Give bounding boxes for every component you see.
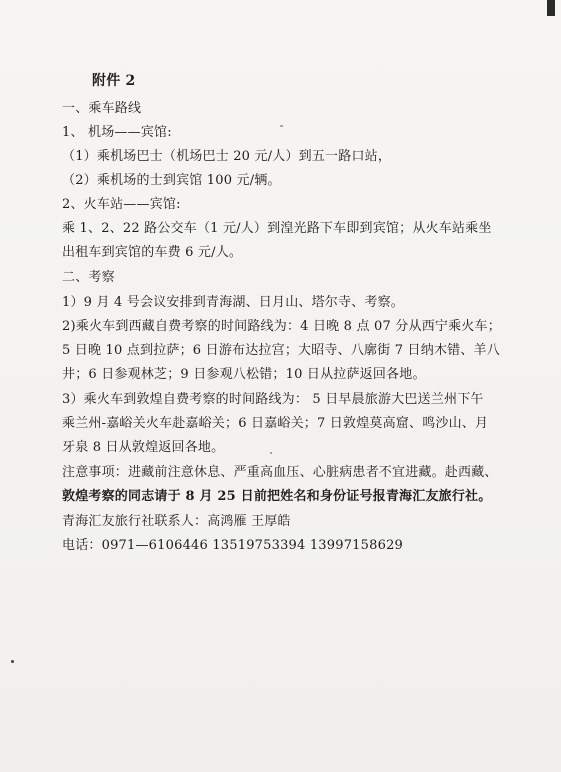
inspect-item-3b: 乘兰州-嘉峪关火车赴嘉峪关；6 日嘉峪关；7 日敦煌莫高窟、鸣沙山、月: [62, 416, 489, 431]
inspect-heading: 二、考察: [62, 270, 115, 285]
scan-speck: [280, 125, 283, 127]
route-heading: 一、乘车路线: [62, 101, 142, 116]
scan-edge-mark: [547, 0, 555, 16]
airport-option-2: （2）乘机场的士到宾馆 100 元/辆。: [62, 173, 281, 188]
scan-speck: [11, 660, 14, 663]
train-line-2: 出租车到宾馆的车费 6 元/人。: [62, 245, 243, 260]
inspect-item-2c: 井；6 日参观林芝；9 日参观八松错；10 日从拉萨返回各地。: [62, 367, 426, 382]
scan-speck: [270, 452, 272, 454]
contact-line: 青海汇友旅行社联系人：高鸿雁 王厚皓: [62, 514, 291, 529]
attachment-label: 附件 2: [92, 73, 136, 89]
inspect-item-3c: 牙泉 8 日从敦煌返回各地。: [62, 440, 225, 455]
note-line-1: 注意事项：进藏前注意休息、严重高血压、心脏病患者不宜进藏。赴西藏、: [62, 465, 498, 480]
inspect-item-3a: 3）乘火车到敦煌自费考察的时间路线为： 5 日早晨旅游大巴送兰州下午: [62, 392, 484, 407]
note-line-2: 敦煌考察的同志请于 8 月 25 日前把姓名和身份证号报青海汇友旅行社。: [62, 489, 492, 504]
inspect-item-2a: 2)乘火车到西藏自费考察的时间路线为：4 日晚 8 点 07 分从西宁乘火车；: [62, 319, 501, 334]
train-line-1: 乘 1、2、22 路公交车（1 元/人）到湟光路下车即到宾馆；从火车站乘坐: [62, 221, 492, 236]
train-heading: 2、火车站——宾馆:: [62, 197, 181, 212]
phone-line: 电话：0971—6106446 13519753394 13997158629: [62, 538, 404, 553]
airport-heading: 1、 机场——宾馆:: [62, 125, 172, 140]
inspect-item-2b: 5 日晚 10 点到拉萨；6 日游布达拉宫；大昭寺、八廓街 7 日纳木错、羊八: [62, 343, 500, 358]
airport-option-1: （1）乘机场巴士（机场巴士 20 元/人）到五一路口站，: [62, 149, 392, 164]
inspect-item-1: 1）9 月 4 号会议安排到青海湖、日月山、塔尔寺、考察。: [62, 295, 405, 310]
